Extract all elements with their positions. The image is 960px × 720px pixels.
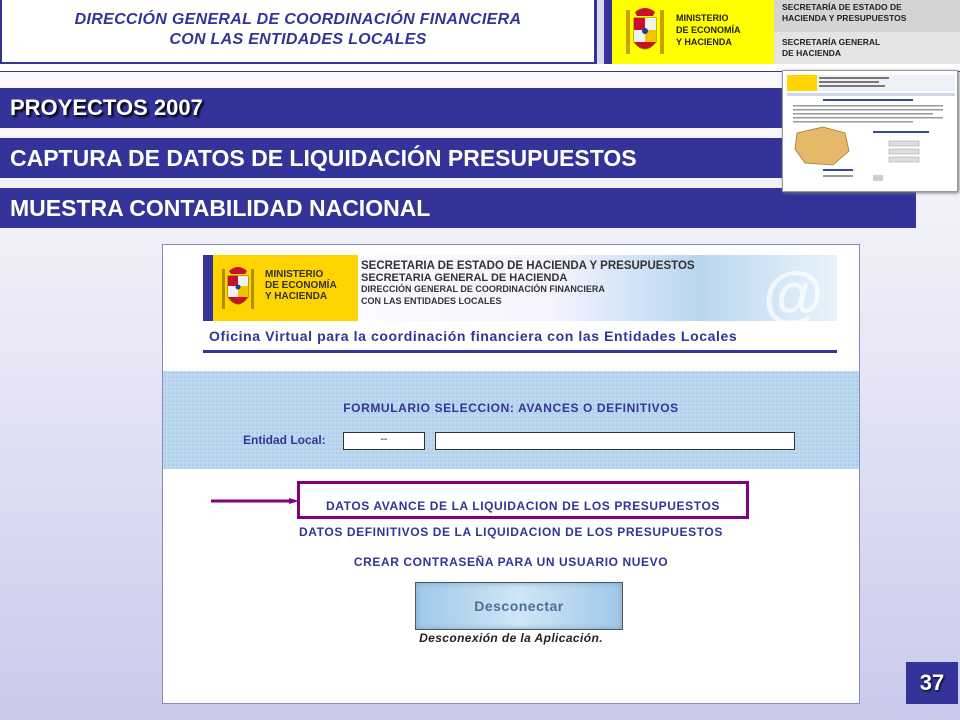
page-number-text: 37 bbox=[919, 670, 945, 695]
secretariat-state-line2: HACIENDA Y PRESUPUESTOS bbox=[782, 13, 907, 23]
ministry-name bbox=[676, 12, 741, 48]
selection-form bbox=[163, 371, 859, 469]
page-number bbox=[906, 662, 958, 704]
logo-stripe bbox=[604, 0, 612, 64]
banner-sec-line4: CON LAS ENTIDADES LOCALES bbox=[361, 295, 502, 306]
entity-name-field[interactable] bbox=[435, 432, 795, 450]
directorate-title-line2: CON LAS ENTIDADES LOCALES bbox=[169, 31, 427, 48]
banner-sec-line3: DIRECCIÓN GENERAL DE COORDINACIÓN FINANCIERA bbox=[361, 284, 605, 294]
capture-bar bbox=[0, 138, 790, 178]
spain-coat-of-arms-icon bbox=[620, 2, 670, 62]
new-password-link[interactable]: CREAR CONTRASEÑA PARA UN USUARIO NUEVO bbox=[353, 555, 669, 569]
directorate-title bbox=[0, 0, 596, 64]
at-symbol: @ bbox=[763, 260, 824, 329]
arrow-right-icon bbox=[211, 498, 299, 504]
secretariat-general bbox=[774, 32, 960, 64]
secretariat-general-line1: SECRETARÍA GENERAL bbox=[782, 37, 881, 47]
banner-ministry-name bbox=[265, 269, 337, 302]
banner-sec-line1: SECRETARIA DE ESTADO DE HACIENDA Y PRESUPUESTOS bbox=[361, 260, 695, 272]
spain-coat-of-arms-icon bbox=[219, 261, 257, 317]
ministry-line3: Y HACIENDA bbox=[676, 37, 732, 47]
advance-data-link[interactable]: DATOS AVANCE DE LA LIQUIDACION DE LOS PRESUPUESTOS bbox=[325, 499, 721, 513]
entity-code-field[interactable]: -- bbox=[343, 432, 425, 450]
banner-ministry-line3: Y HACIENDA bbox=[265, 291, 328, 302]
banner-secretariats bbox=[361, 261, 695, 307]
sample-title: MUESTRA CONTABILIDAD NACIONAL bbox=[10, 194, 431, 221]
disconnect-button[interactable]: Desconectar bbox=[415, 582, 623, 630]
banner-sec-line2: SECRETARIA GENERAL DE HACIENDA bbox=[361, 271, 568, 284]
secretariat-general-line2: DE HACIENDA bbox=[782, 48, 842, 58]
directorate-title-line1: DIRECCIÓN GENERAL DE COORDINACIÓN FINANCIERA bbox=[74, 11, 522, 28]
banner-stripe bbox=[203, 255, 213, 321]
secretariat-state-line1: SECRETARÍA DE ESTADO DE bbox=[782, 2, 902, 12]
projects-title: PROYECTOS 2007 bbox=[10, 95, 203, 120]
secretariat-state bbox=[774, 0, 960, 32]
form-title: FORMULARIO SELECCION: AVANCES O DEFINITIVOS bbox=[343, 401, 679, 415]
header-divider bbox=[596, 0, 604, 64]
office-subtitle: Oficina Virtual para la coordinación financiera con las Entidades Locales bbox=[203, 323, 837, 353]
entity-label: Entidad Local: bbox=[243, 433, 326, 447]
projects-bar bbox=[0, 88, 790, 128]
sample-bar bbox=[0, 188, 916, 228]
definitive-data-link[interactable]: DATOS DEFINITIVOS DE LA LIQUIDACION DE LOS PRESUPUESTOS bbox=[299, 525, 723, 539]
ministry-line1: MINISTERIO bbox=[676, 13, 729, 23]
ministry-line2: DE ECONOMÍA bbox=[676, 25, 741, 35]
banner-ministry-line1: MINISTERIO bbox=[265, 269, 324, 280]
website-thumbnail bbox=[782, 70, 958, 192]
banner-ministry-line2: DE ECONOMÍA bbox=[265, 280, 337, 291]
website-thumbnail-image bbox=[783, 71, 959, 193]
app-banner bbox=[203, 255, 837, 329]
disconnect-caption: Desconexión de la Aplicación. bbox=[419, 631, 603, 645]
ministry-logo bbox=[604, 0, 774, 64]
capture-title: CAPTURA DE DATOS DE LIQUIDACIÓN PRESUPUESTOS bbox=[10, 144, 637, 171]
application-screenshot bbox=[162, 244, 860, 704]
